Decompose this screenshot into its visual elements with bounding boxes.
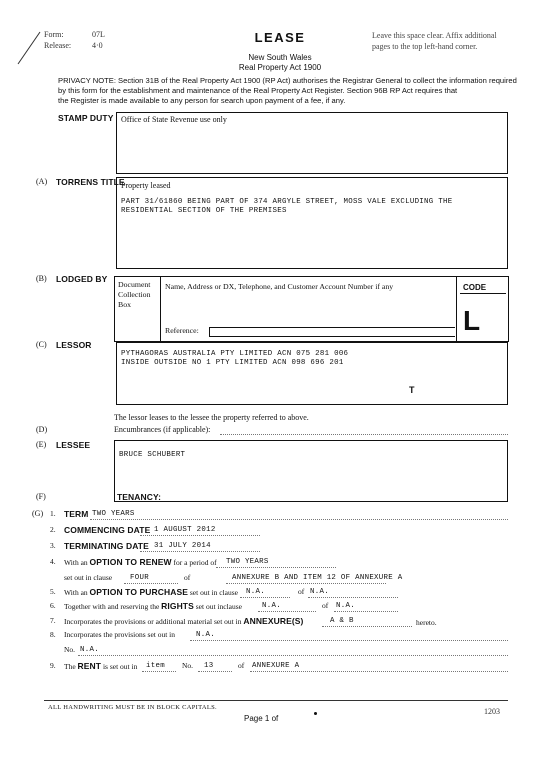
- provisions-line: [190, 640, 508, 641]
- rights-item-number: 6.: [50, 601, 56, 610]
- rent-label: RENT: [77, 661, 102, 671]
- lessor-name-line: PYTHAGORAS AUSTRALIA PTY LIMITED ACN 075 281 006: [121, 350, 349, 358]
- renew-pre: With an: [64, 558, 88, 567]
- term-label: TERM: [64, 509, 89, 519]
- stamp-duty-box-label: Office of State Revenue use only: [121, 115, 227, 124]
- encumbrances-line: [220, 434, 508, 435]
- renew-of-line: [226, 583, 386, 584]
- document-collection-line: Collection: [118, 290, 151, 299]
- footer-rule: [44, 700, 508, 701]
- provisions-no-line: [78, 655, 508, 656]
- lease-statement: The lessor leases to the lessee the property referred to above.: [114, 413, 309, 422]
- handwriting-note: ALL HANDWRITING MUST BE IN BLOCK CAPITALS.: [48, 704, 217, 711]
- reference-field[interactable]: [209, 327, 455, 337]
- provisions-item-number: 8.: [50, 630, 56, 639]
- corner-note: Leave this space clear. Affix additional pages to the top left-hand corner.: [372, 31, 497, 51]
- rent-no-label: No.: [182, 661, 194, 670]
- stamp-duty-box: [116, 112, 508, 174]
- rent-value-line: [142, 671, 176, 672]
- provisions-no-value: N.A.: [80, 646, 99, 654]
- rent-item-number: 9.: [50, 661, 56, 670]
- handwritten-mark: T: [409, 385, 415, 395]
- purchase-clause-line: [240, 597, 290, 598]
- renew-item-number: 4.: [50, 557, 56, 566]
- property-leased-label: Property leased: [121, 181, 171, 190]
- section-letter-c: (C): [36, 340, 47, 349]
- lodged-by-box: [114, 276, 509, 342]
- document-collection-line: Box: [118, 300, 131, 309]
- release-label: Release:: [44, 41, 72, 50]
- terminating-date-value: 31 JULY 2014: [154, 542, 211, 550]
- annexure-line: [322, 626, 412, 627]
- rent-row: [64, 661, 137, 671]
- corner-slash-mark: [14, 28, 44, 68]
- page-number: Page 1 of: [244, 714, 279, 723]
- renew-row: [64, 557, 217, 567]
- commencing-item-number: 2.: [50, 525, 56, 534]
- option-to-purchase-label: OPTION TO PURCHASE: [89, 587, 188, 597]
- provisions-label: Incorporates the provisions set out in: [64, 630, 176, 639]
- annexures-label: ANNEXURE(S): [243, 616, 304, 626]
- term-item-number: 1.: [50, 509, 56, 518]
- rent-of-label: of: [238, 661, 245, 670]
- option-to-renew-label: OPTION TO RENEW: [89, 557, 172, 567]
- section-letter-d: (D): [36, 425, 48, 434]
- release-value: 4·0: [92, 41, 103, 50]
- code-divider: [460, 293, 506, 294]
- renew-clause-line: [124, 583, 178, 584]
- purchase-of-line: [308, 597, 398, 598]
- rights-label: RIGHTS: [161, 601, 194, 611]
- privacy-note-line: PRIVACY NOTE: Section 31B of the Real Property Act 1900 (RP Act) authorises the Registrar General to collect the information required: [58, 76, 517, 85]
- rights-pre: Together with and reserving the: [64, 602, 160, 611]
- provisions-no-label: No.: [64, 645, 76, 654]
- commencing-date-value: 1 AUGUST 2012: [154, 526, 216, 534]
- annexure-pre: Incorporates the provisions or additional material set out in: [64, 617, 242, 626]
- rent-no-value: 13: [204, 662, 214, 670]
- page-title: LEASE: [254, 30, 306, 45]
- torrens-title-box: [116, 177, 508, 269]
- form-value: 07L: [92, 30, 105, 39]
- code-value: L: [463, 305, 481, 336]
- rights-of-label: of: [322, 601, 329, 610]
- privacy-note: [58, 76, 518, 106]
- hereto-label: hereto.: [416, 618, 437, 627]
- rights-clause-line: [258, 611, 316, 612]
- torrens-title-label: TORRENS TITLE: [56, 177, 125, 187]
- section-letter-g: (G): [32, 509, 44, 518]
- lodger-name-label: Name, Address or DX, Telephone, and Customer Account Number if any: [165, 282, 394, 291]
- rights-of-value: N.A.: [336, 602, 355, 610]
- rent-no-line: [198, 671, 232, 672]
- purchase-item-number: 5.: [50, 587, 56, 596]
- document-collection-box: [115, 277, 161, 341]
- lessor-label: LESSOR: [56, 340, 92, 350]
- rights-of-line: [334, 611, 398, 612]
- section-letter-f: (F): [36, 492, 46, 501]
- rights-row: [64, 601, 242, 611]
- lessor-name-line: INSIDE OUTSIDE NO 1 PTY LIMITED ACN 098 696 201: [121, 359, 344, 367]
- term-line: [90, 519, 508, 520]
- purchase-post: set out in clause: [189, 588, 238, 597]
- rent-pre: The: [64, 662, 76, 671]
- property-description-line: PART 31/61860 BEING PART OF 374 ARGYLE STREET, MOSS VALE EXCLUDING THE: [121, 198, 453, 206]
- annexure-value: A & B: [330, 617, 354, 625]
- lodged-by-label: LODGED BY: [56, 274, 108, 284]
- purchase-of-value: N.A.: [310, 588, 329, 596]
- renew-of-value: ANNEXURE B AND ITEM 12 OF ANNEXURE A: [232, 574, 403, 582]
- annexure-item-number: 7.: [50, 616, 56, 625]
- lessee-label: LESSEE: [56, 440, 91, 450]
- privacy-note-line: by this form for the establishment and maintenance of the Real Property Act Register. Section 96B RP Act requires that: [58, 86, 458, 95]
- renew-clause-value: FOUR: [130, 574, 149, 582]
- term-value: TWO YEARS: [92, 510, 135, 518]
- purchase-pre: With an: [64, 588, 88, 597]
- terminating-date-label: TERMINATING DATE: [64, 541, 149, 551]
- tenancy-label: TENANCY:: [117, 492, 162, 502]
- section-letter-a: (A): [36, 177, 48, 186]
- terminating-date-line: [140, 551, 260, 552]
- stray-dot: [314, 712, 317, 715]
- code-label: CODE: [463, 283, 487, 292]
- lessee-box: [114, 440, 508, 502]
- section-letter-e: (E): [36, 440, 47, 449]
- terminating-item-number: 3.: [50, 541, 56, 550]
- form-label: Form:: [44, 30, 64, 39]
- rights-clause-value: N.A.: [262, 602, 281, 610]
- code-box: [456, 277, 508, 341]
- document-collection-label: [118, 280, 150, 310]
- privacy-note-line: the Register is made available to any person for search upon payment of a fee, if any.: [58, 96, 346, 105]
- purchase-row: [64, 587, 238, 597]
- annexure-row: [64, 616, 303, 626]
- renew-post: for a period of: [173, 558, 217, 567]
- purchase-clause-value: N.A.: [246, 588, 265, 596]
- lessor-box: [116, 342, 508, 405]
- rent-of-line: [250, 671, 508, 672]
- document-collection-line: Document: [118, 280, 151, 289]
- provisions-value: N.A.: [196, 631, 215, 639]
- act-name: Real Property Act 1900: [238, 63, 322, 72]
- form-code: 1203: [484, 707, 500, 716]
- property-description-line: RESIDENTIAL SECTION OF THE PREMISES: [121, 207, 287, 215]
- renew-of-label: of: [184, 573, 191, 582]
- jurisdiction: New South Wales: [248, 53, 312, 62]
- reference-label: Reference:: [165, 326, 199, 335]
- renew-clause-label: set out in clause: [64, 573, 113, 582]
- lessee-name: BRUCE SCHUBERT: [119, 451, 186, 459]
- section-letter-b: (B): [36, 274, 47, 283]
- commencing-date-line: [140, 535, 260, 536]
- renew-period-line: [216, 567, 336, 568]
- renew-period-value: TWO YEARS: [226, 558, 269, 566]
- encumbrances-label: Encumbrances (if applicable):: [114, 425, 211, 434]
- rent-of-value: ANNEXURE A: [252, 662, 300, 670]
- commencing-date-label: COMMENCING DATE: [64, 525, 151, 535]
- rights-post: set out inclause: [195, 602, 242, 611]
- stamp-duty-label: STAMP DUTY: [58, 113, 114, 123]
- purchase-of-label: of: [298, 587, 305, 596]
- rent-value: item: [146, 662, 165, 670]
- rent-post: is set out in: [102, 662, 138, 671]
